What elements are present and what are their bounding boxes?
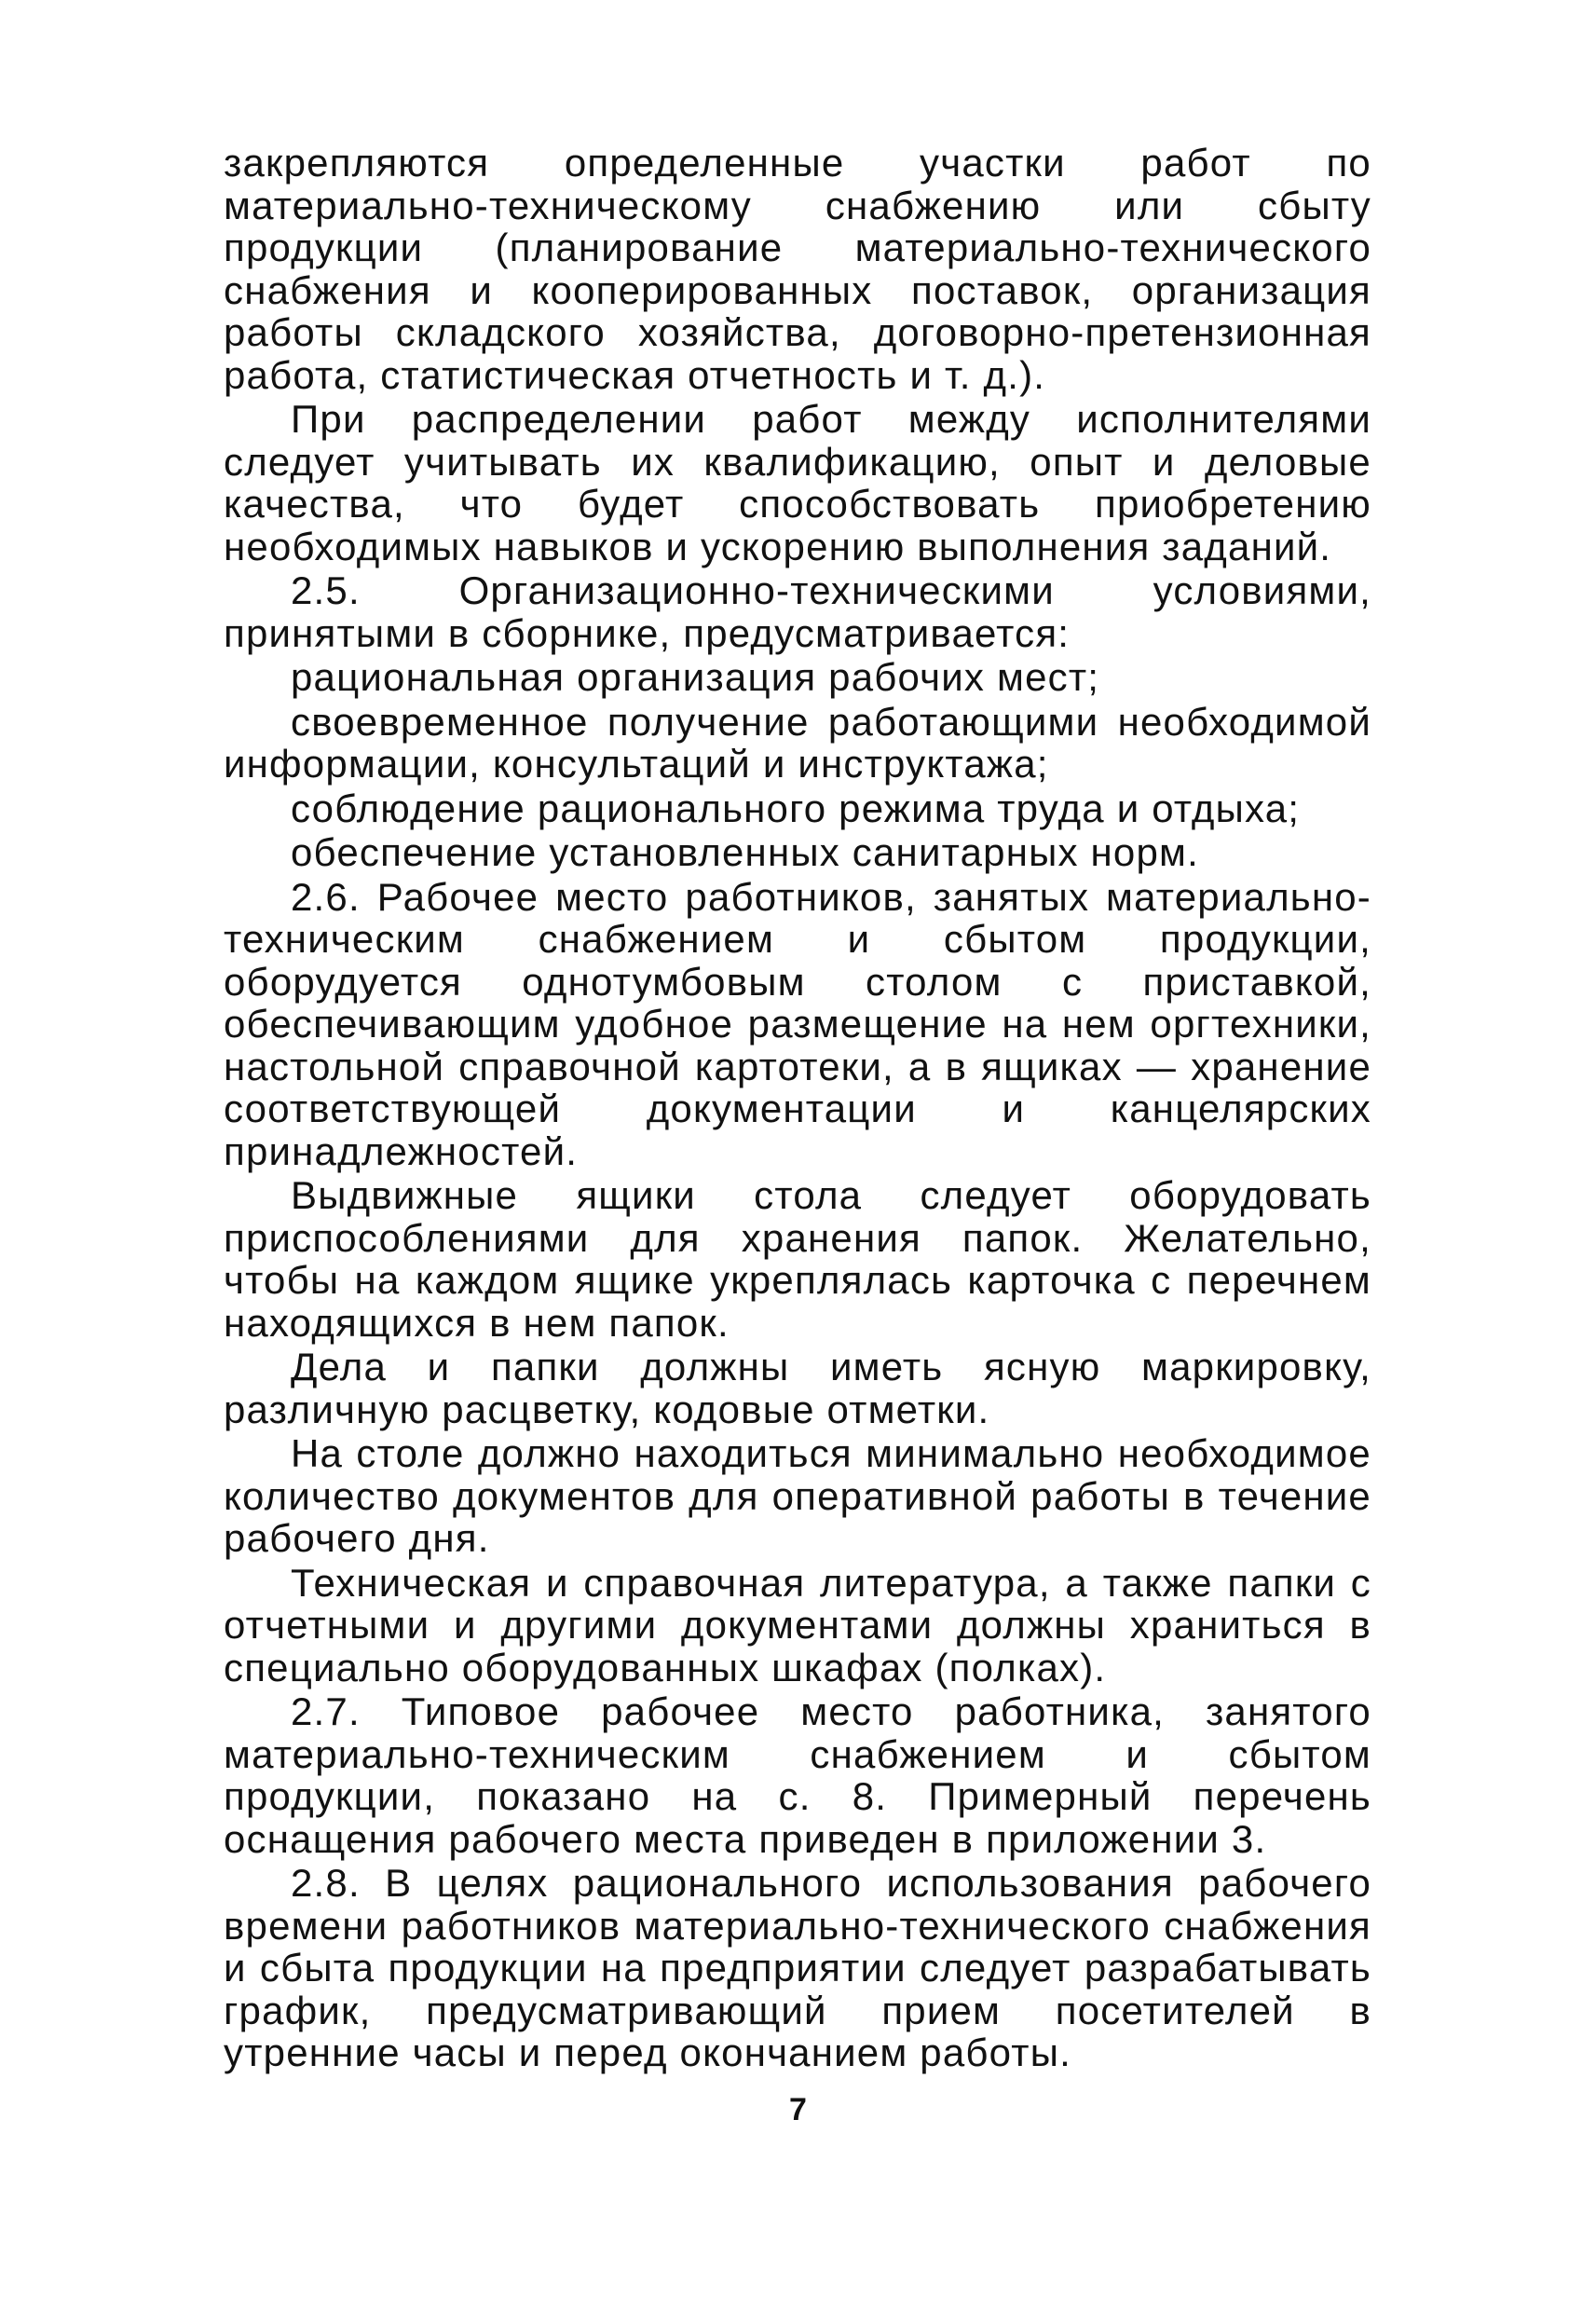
- page-number: 7: [789, 2092, 807, 2127]
- paragraph-continuation: закрепляются определенные участки работ по материально-техническому снабжению или сбыту продукции (планирование материально-технического снабжения и кооперированных поставок, организация работы складского хозяйства, договорно-претензионная работа, статистическая отчетность и т. д.).: [224, 141, 1371, 397]
- paragraph-desk: На столе должно находиться минимально необходимое количество документов для оперативной работы в течение рабочего дня.: [224, 1431, 1371, 1560]
- paragraph-work-distribution: При распределении работ между исполнителями следует учитывать их квалификацию, опыт и деловые качества, что будет способствовать приобретению необходимых навыков и ускорению выполнения заданий.: [224, 397, 1371, 568]
- paragraph-2-5: 2.5. Организационно-техническими условиями, принятыми в сборнике, предусматривается:: [224, 568, 1371, 655]
- paragraph-2-6: 2.6. Рабочее место работников, занятых материально-техническим снабжением и сбытом продукции, оборудуется однотумбовым столом с приставкой, обеспечивающим удобное размещение на нем оргтехники, настольной справочной картотеки, а в ящиках — хранение соответствующей документации и канцелярских принадлежностей.: [224, 874, 1371, 1173]
- list-item-workplaces: рациональная организация рабочих мест;: [291, 655, 1100, 699]
- list-item-sanitary: обеспечение установленных санитарных норм.: [291, 830, 1199, 874]
- paragraph-2-8: 2.8. В целях рационального использования рабочего времени работников материально-технического снабжения и сбыта продукции на предприятии следует разрабатывать график, предусматривающий прием посетителей в утренние часы и перед окончанием работы.: [224, 1861, 1371, 2074]
- paragraph-folders: Дела и папки должны иметь ясную маркировку, различную расцветку, кодовые отметки.: [224, 1345, 1371, 1431]
- paragraph-literature: Техническая и справочная литература, а также папки с отчетными и другими документами должны храниться в специально оборудованных шкафах (полках).: [224, 1560, 1371, 1689]
- paragraph-2-7: 2.7. Типовое рабочее место работника, занятого материально-техническим снабжением и сбытом продукции, показано на с. 8. Примерный перечень оснащения рабочего места приведен в приложении 3.: [224, 1689, 1371, 1861]
- list-item-work-rest: соблюдение рационального режима труда и отдыха;: [291, 786, 1301, 830]
- list-item-information: своевременное получение работающими необходимой информации, консультаций и инструктажа;: [224, 699, 1371, 786]
- paragraph-drawers: Выдвижные ящики стола следует оборудовать приспособлениями для хранения папок. Желательно, чтобы на каждом ящике укреплялась карточка с перечнем находящихся в нем папок.: [224, 1173, 1371, 1345]
- body-text: [224, 142, 1371, 2076]
